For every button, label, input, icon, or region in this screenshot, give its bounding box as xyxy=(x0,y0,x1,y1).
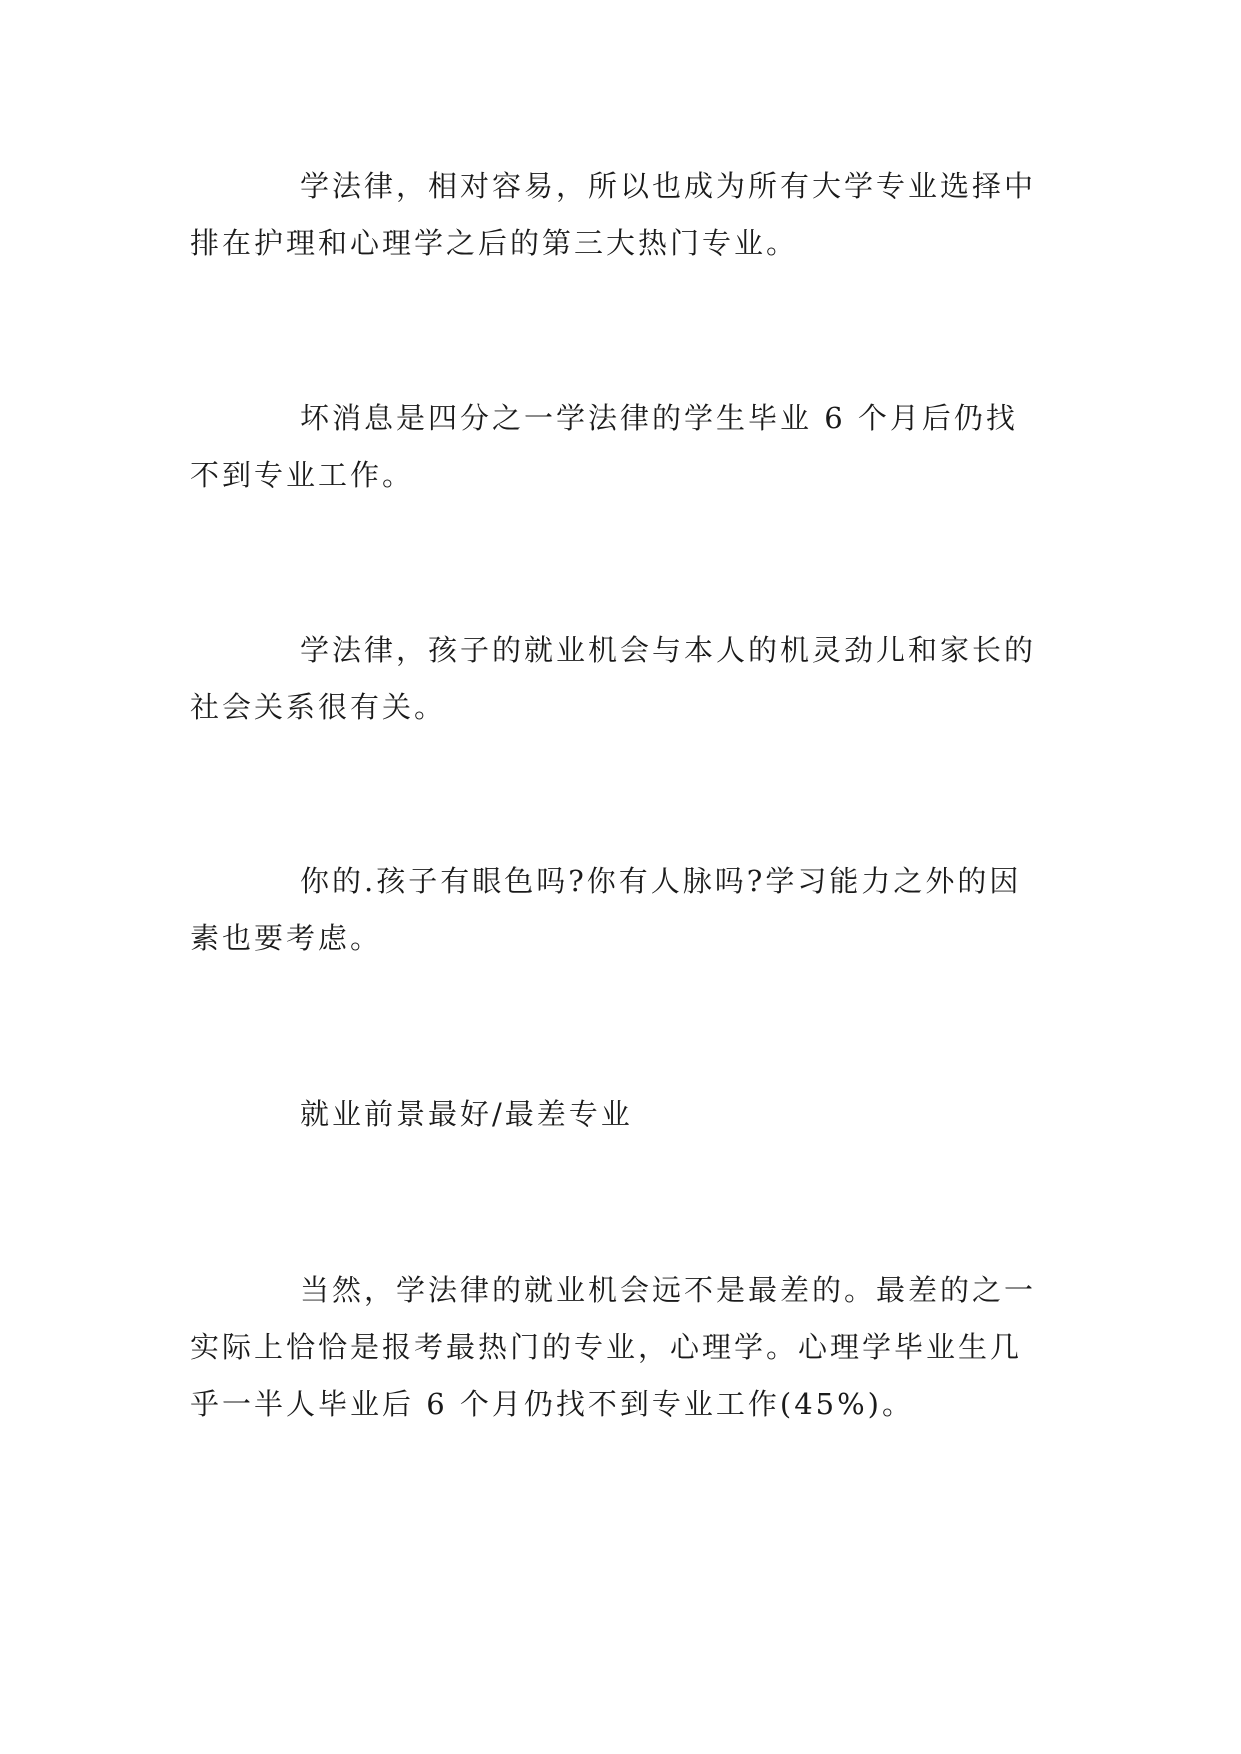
paragraph-line: 社会关系很有关。 xyxy=(190,690,447,724)
paragraph-line: 当然，学法律的就业机会远不是最差的。最差的之一 xyxy=(300,1273,1037,1307)
paragraph-line: 不到专业工作。 xyxy=(190,458,415,492)
paragraph-line: 学法律，孩子的就业机会与本人的机灵劲儿和家长的 xyxy=(300,633,1037,667)
paragraph-questions xyxy=(190,853,1050,967)
paragraph-employment-factors xyxy=(190,622,1050,736)
paragraph-line: 排在护理和心理学之后的第三大热门专业。 xyxy=(190,226,799,260)
paragraph-line: 坏消息是四分之一学法律的学生毕业 6 个月后仍找 xyxy=(300,401,1018,435)
paragraph-line: 学法律，相对容易，所以也成为所有大学专业选择中 xyxy=(300,169,1037,203)
paragraph-bad-news xyxy=(190,390,1050,504)
section-heading xyxy=(190,1086,1050,1143)
paragraph-law-popularity xyxy=(190,158,1050,272)
heading-line: 就业前景最好/最差专业 xyxy=(300,1097,633,1131)
paragraph-line: 你的.孩子有眼色吗?你有人脉吗?学习能力之外的因 xyxy=(300,864,1022,898)
paragraph-line: 实际上恰恰是报考最热门的专业，心理学。心理学毕业生几 xyxy=(190,1330,1023,1364)
paragraph-line: 乎一半人毕业后 6 个月仍找不到专业工作(45%)。 xyxy=(190,1387,914,1421)
paragraph-psychology xyxy=(190,1262,1050,1433)
paragraph-line: 素也要考虑。 xyxy=(190,921,383,955)
